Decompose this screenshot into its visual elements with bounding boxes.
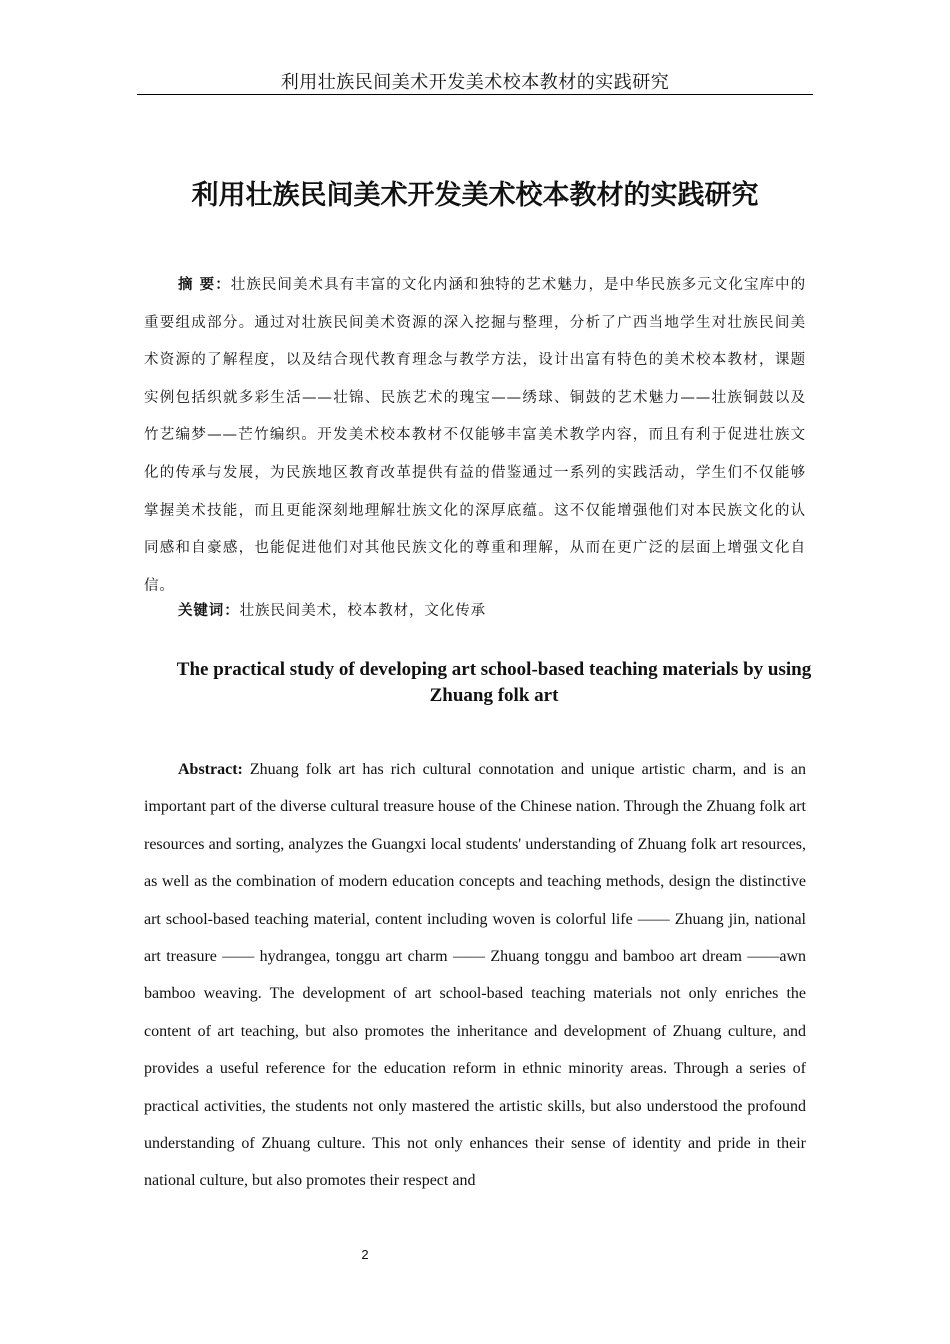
- header-rule: [137, 94, 813, 95]
- page-number: 2: [361, 1247, 369, 1262]
- chinese-keywords-label: 关键词：: [178, 602, 240, 619]
- english-abstract: [144, 751, 806, 1200]
- chinese-abstract-label: 摘 要：: [178, 276, 231, 293]
- chinese-keywords-text: 壮族民间美术，校本教材，文化传承: [239, 603, 487, 619]
- english-abstract-text: Zhuang folk art has rich cultural connotation and unique artistic charm, and is an important part of the diverse cultural treasure house of the Chinese nation. Through the Zhuang folk art resources and sorting, analyzes the Guangxi local students' understanding of Zhuang folk art resources, as well as the combination of modern education concepts and teaching methods, design the distinctive art school-based teaching material, content including woven is colorful life —— Zhuang jin, national art treasure —— hydrangea, tonggu art charm —— Zhuang tonggu and bamboo art dream ——awn bamboo weaving. The development of art school-based teaching materials not only enriches the content of art teaching, but also promotes the inheritance and development of Zhuang culture, and provides a useful reference for the education reform in ethnic minority areas. Through a series of practical activities, the students not only mastered the artistic skills, but also understood the profound understanding of Zhuang culture. This not only enhances their sense of identity and pride in their national culture, but also promotes their respect and: [144, 761, 806, 1190]
- english-title: The practical study of developing art school-based teaching materials by using Zhuang folk art: [176, 659, 812, 706]
- chinese-title: 利用壮族民间美术开发美术校本教材的实践研究: [191, 180, 759, 211]
- chinese-abstract: [144, 266, 806, 605]
- running-header: 利用壮族民间美术开发美术校本教材的实践研究: [280, 72, 670, 93]
- chinese-abstract-text: 壮族民间美术具有丰富的文化内涵和独特的艺术魅力，是中华民族多元文化宝库中的重要组成部分。通过对壮族民间美术资源的深入挖掘与整理，分析了广西当地学生对壮族民间美术资源的了解程度，以及结合现代教育理念与教学方法，设计出富有特色的美术校本教材，课题实例包括织就多彩生活——壮锦、民族艺术的瑰宝——绣球、铜鼓的艺术魅力——壮族铜鼓以及竹艺编梦——芒竹编织。开发美术校本教材不仅能够丰富美术教学内容，而且有利于促进壮族文化的传承与发展，为民族地区教育改革提供有益的借鉴通过一系列的实践活动，学生们不仅能够掌握美术技能，而且更能深刻地理解壮族文化的深厚底蕴。这不仅能增强他们对本民族文化的认同感和自豪感，也能促进他们对其他民族文化的尊重和理解，从而在更广泛的层面上增强文化自信。: [144, 277, 807, 594]
- english-abstract-label: Abstract:: [178, 761, 243, 778]
- chinese-keywords: [178, 599, 486, 620]
